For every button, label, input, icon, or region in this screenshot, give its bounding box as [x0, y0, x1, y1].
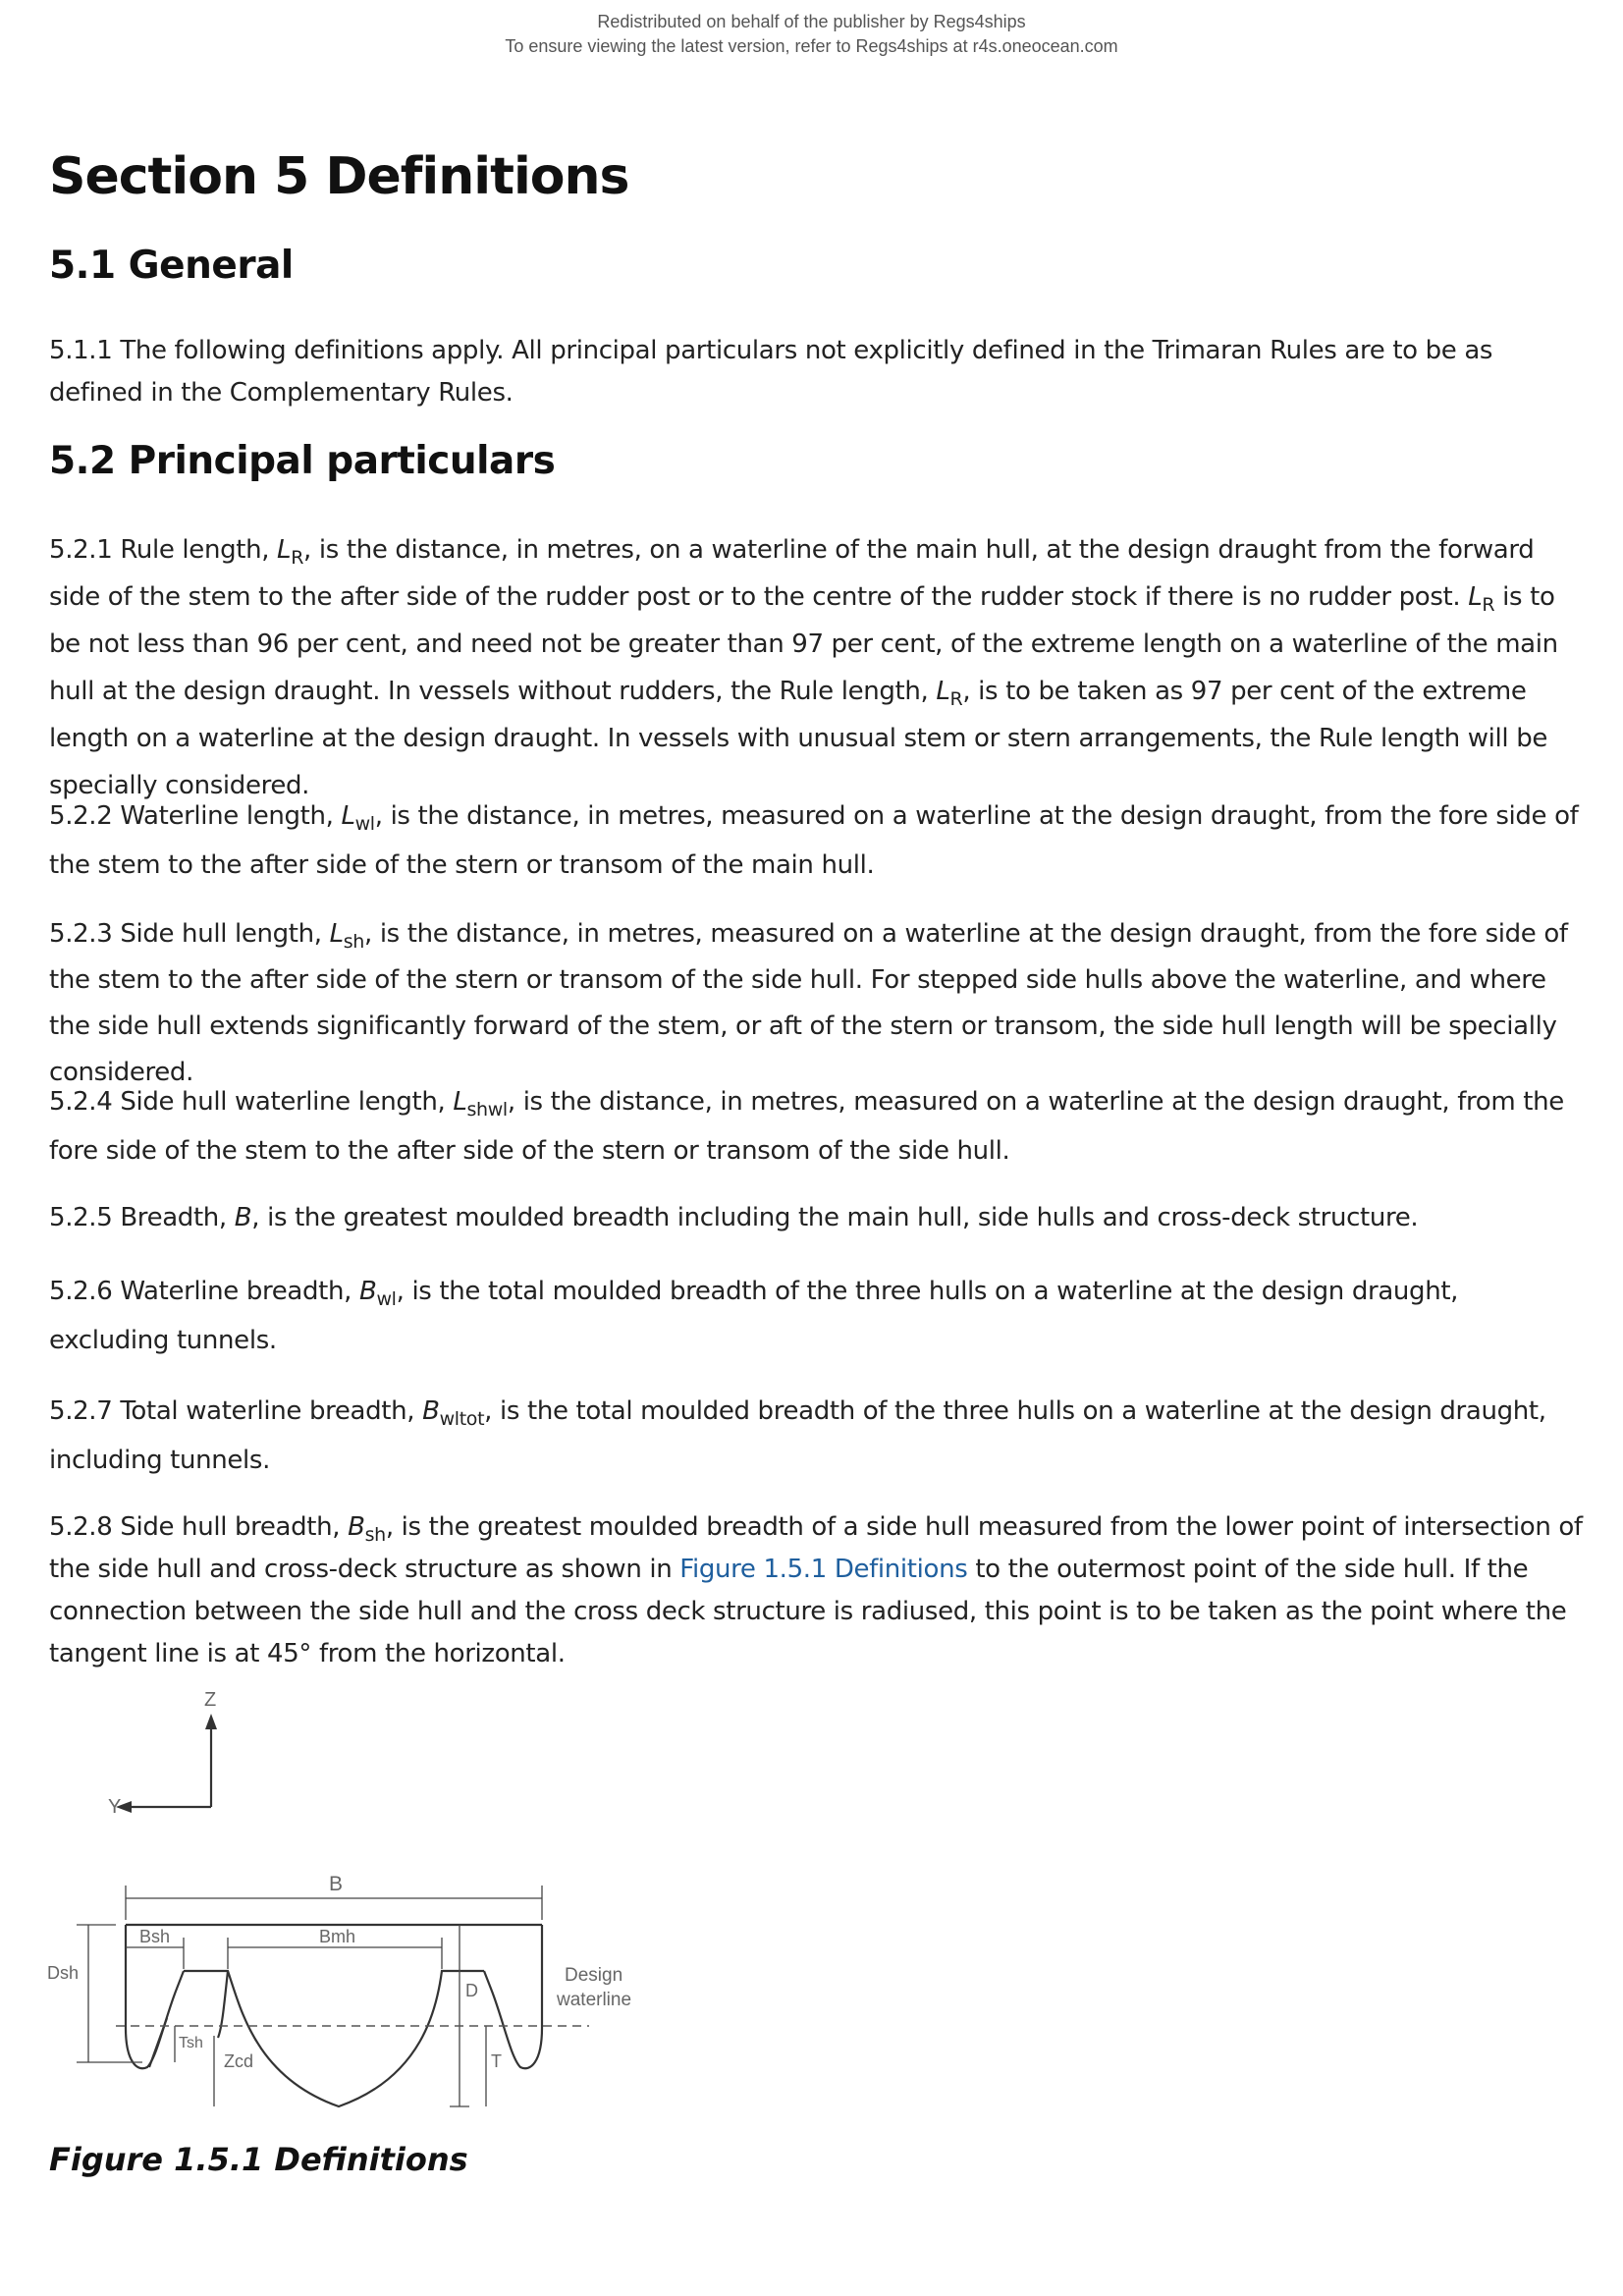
- paragraph-5-1-1: 5.1.1 The following definitions apply. All principal particulars not explicitly defined in the Trimaran Rules are to be as defined in the Complementary Rules.: [49, 336, 1493, 408]
- paragraph-5-2-3-side-hull-length: 5.2.3 Side hull length, $L_{sh}$, is the distance, in metres, measured on a waterline at the design draught, from the fore side of the stem to the after side of the stern or transom of the side hull. For stepped side hulls above the waterline, and where the side hull extends significantly forward of the stem, or aft of the stern or transom, the side hull length will be specially considered.: [49, 919, 1568, 1087]
- paragraph-5-2-1-rule-length: 5.2.1 Rule length, $L_R$, is the distance, in metres, on a waterline of the main hull, at the design draught from the forward side of the stem to the after side of the rudder post or to the centre of the rudder stock if there is no rudder post. $L_R$ is to be not less than 96 per cent, and need not be greater than 97 per cent, of the extreme length on a waterline of the main hull at the design draught. In vessels without rudders, the Rule length, $L_R$, is to be taken as 97 per cent of the extreme length on a waterline at the design draught. In vessels with unusual stem or stern arrangements, the Rule length will be specially considered.: [49, 535, 1558, 800]
- heading-general: 5.1 General: [49, 244, 294, 288]
- main-hull-inner-left: [218, 1971, 228, 2038]
- label-t: T: [491, 2051, 502, 2071]
- label-dsh: Dsh: [47, 1963, 80, 1983]
- paragraph-5-2-8-side-hull-breadth: 5.2.8 Side hull breadth, $B_{sh}$, is the greatest moulded breadth of a side hull measured from the lower point of intersection of the side hull and cross-deck structure as shown in Figure 1.5.1 Definitions to the outermost point of the side hull. If the connection between the side hull and the cross deck structure is radiused, this point is to be taken as the point where the tangent line is at 45° from the horizontal.: [49, 1512, 1583, 1668]
- paragraph-5-2-2-waterline-length: 5.2.2 Waterline length, $L_{wl}$, is the distance, in metres, measured on a waterline at the design draught, from the fore side of the stem to the after side of the stern or transom of the main hull.: [49, 801, 1579, 880]
- paragraph-5-2-5-breadth: 5.2.5 Breadth, B, is the greatest moulded breadth including the main hull, side hulls and cross-deck structure.: [49, 1203, 1419, 1232]
- figure-caption: Figure 1.5.1 Definitions: [49, 2141, 468, 2178]
- starboard-side-hull: [484, 1925, 542, 2068]
- axis-z-label: Z: [204, 1689, 217, 1711]
- label-zcd: Zcd: [224, 2051, 254, 2071]
- paragraph-5-2-6-waterline-breadth: 5.2.6 Waterline breadth, $B_{wl}$, is the total moulded breadth of the three hulls on a waterline at the design draught, excluding tunnels.: [49, 1277, 1459, 1355]
- label-bmh: Bmh: [319, 1927, 356, 1946]
- label-bsh: Bsh: [139, 1927, 171, 1946]
- label-waterline: waterline: [557, 1990, 632, 2010]
- label-b: B: [329, 1873, 344, 1895]
- redistribution-notice: Redistributed on behalf of the publisher by Regs4ships: [597, 12, 1026, 31]
- paragraph-5-2-7-total-waterline-breadth: 5.2.7 Total waterline breadth, $B_{wltot}$, is the total moulded breadth of the three hulls on a waterline at the design draught, including tunnels.: [49, 1396, 1546, 1475]
- section-title: Section 5 Definitions: [49, 147, 629, 206]
- figure-1-5-1-link[interactable]: Figure 1.5.1 Definitions: [679, 1555, 968, 1584]
- latest-version-notice: To ensure viewing the latest version, refer to Regs4ships at r4s.oneocean.com: [505, 36, 1118, 56]
- label-d: D: [465, 1981, 478, 2000]
- label-tsh: Tsh: [179, 2035, 203, 2051]
- z-axis-arrow: [205, 1714, 217, 1729]
- paragraph-5-2-4-side-hull-waterline-length: 5.2.4 Side hull waterline length, $L_{shwl}$, is the distance, in metres, measured on a waterline at the design draught, from the fore side of the stem to the after side of the stern or transom of the side hull.: [49, 1087, 1564, 1166]
- heading-principal-particulars: 5.2 Principal particulars: [49, 439, 556, 483]
- main-hull: [184, 1971, 484, 2106]
- trimaran-definitions-figure: [0, 1684, 687, 2116]
- axis-y-label: Y: [108, 1796, 122, 1818]
- label-design: Design: [565, 1965, 623, 1986]
